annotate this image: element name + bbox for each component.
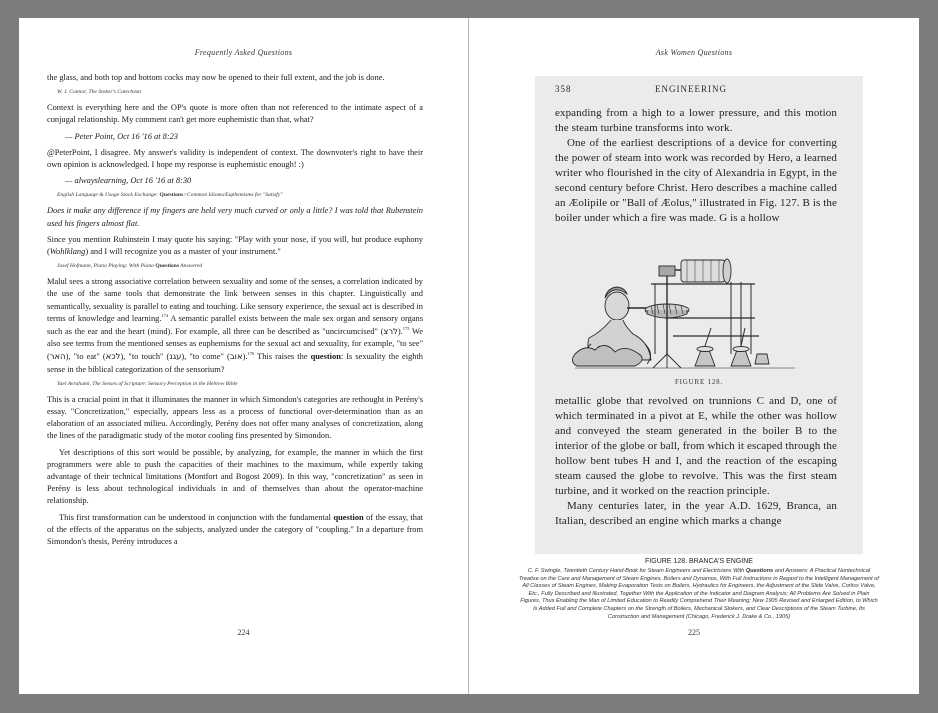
caption-title: FIGURE 128. BRANCA'S ENGINE	[645, 558, 753, 565]
right-folio: 225	[688, 628, 700, 637]
scanned-book-page	[535, 76, 863, 554]
scan-paragraph-globe: metallic globe that revolved on trunnions C and D, one of which terminated in a pivot at E, while the other was hollow and conveyed the steam generated in the boiler B to the interior of the globe or ball, from which it escaped through the hollow bent tubes H and I, and the reaction of the escaping steam caused the globe to revolve. This was the first steam turbine, and it worked on the reaction principle.	[555, 395, 837, 497]
paragraph-simondon: This is a crucial point in that it illuminates the manner in which Simondon's categories are rethought in Perény's essay. "Concretization," especially, appears less as a process of functional over-determination than as an elaboration of an associated milieu. Accordingly, Perény does not offer many analyses of concretization, along the lines of the paradigmatic study of the motor cooling fins presented by Simondon.	[47, 394, 423, 441]
paragraph-context-comment: Context is everything here and the OP's quote is more often than not referenced to the intimate aspect of a conjugal relationship. My comment can't get more euphemistic than that, what?	[47, 103, 423, 125]
left-text-block	[47, 72, 423, 552]
paragraph-stoker-quote: the glass, and both top and bottom cocks may now be opened to their full extent, and the job is done.	[47, 73, 385, 82]
paragraph-coupling: This first transformation can be understood in conjunction with the fundamental question of the essay, that of the effects of the apparatus on the subjects, analyzed under the category of "coupling." In a departure from Simondon's thesis, Perény introduces a	[47, 512, 423, 547]
signature-alwayslearning: — alwayslearning, Oct 16 '16 at 8:30	[65, 176, 192, 186]
figure-head	[605, 292, 629, 320]
signature-peter-point: — Peter Point, Oct 16 '16 at 8:23	[65, 131, 178, 141]
right-page	[469, 18, 919, 694]
scan-figure-label: FIGURE 128.	[674, 378, 724, 386]
source-avrahami: Yael Avrahami, The Senses of Scripture: Sensory Perception in the Hebrew Bible	[57, 380, 238, 387]
mortar-right	[731, 350, 751, 366]
scan-paragraph-hero: One of the earliest descriptions of a device for converting the power of steam into work was recorded by Hero, a learned writer who flourished in the city of Alexandria in Egypt, in the second century before Christ. Hero describes a machine called an Æolipile or "Ball of Æolus," illustrated in Fig. 127. B is the boiler under which a fire was made. G is a hollow	[555, 137, 837, 224]
paragraph-programmers: Yet descriptions of this sort would be possible, by analyzing, for example, the manner in which the first programmers were able to push the capacities of their machines to the maximum, while expertly taking advantage of their technical limitations (Montfort and Bogost 2009). In this way, "concretization" as seen in Perény is less about technological individuals in and of themselves than about the operator-machine relationship.	[47, 447, 423, 506]
scan-paragraph-expanding: expanding from a high to a lower pressure, and this motion the steam turbine transforms into work.	[555, 107, 837, 134]
left-page	[19, 18, 468, 694]
scan-page-number: 358	[555, 84, 572, 94]
caption-body: C. F. Swingle, Twentieth Century Hand-Book for Steam Engineers and Electricians With Questions and Answers: A Practical Nontechnical Treatise on the Care and Management of Steam Engines, Boilers and Dynamos, With Full Instructions in Regard to the Intelligent Management of All Classes of Steam Engines, Making Evaporation Tests on Boilers, Hydraulics for Engineers, the Adjustment of the Slide Valve, Corliss Valve, Etc., Fully Described and Illustrated, Together With the Application of the Indicator and Diagram Analysis; All Problems Are Solved in Plain Figures, Thus Enabling the Man of Limited Education to Readily Comprehend Their Meaning; New 1905 Revised and Enlarged Edition, to Which Is Added Full and Complete Chapters on the Strength of Boilers, Mechanical Stokers, and Clear Descriptions of the Steam Turbine, Its Construction and Management (Chicago, Frederick J. Drake & Co., 1905)	[519, 568, 879, 620]
mortar-left	[695, 350, 715, 366]
figure-caption	[519, 558, 879, 621]
right-running-head: Ask Women Questions	[655, 48, 733, 57]
paragraph-malul: Malul sees a strong associative correlation between sexuality and some of the senses, a correlation indicated by the use of the same tools that demonstrate the link between senses in this chapter. Linguistically and semantically, sexuality is parallel to eating and touching. Like sensory experience, the sexual act is described in terms of knowledge and learning.$^{174}$ A semantic parallel exists between the male sex organ and sensory organs such as the ear and the heart (mind). For example, all three can be described as "uncircumcised" (לרצ).$^{175}$ We also see terms from the mentioned senses as euphemisms for the sexual act and sexuality, for example, "to see" (האר), "to eat" (לכא), "to touch" (עגנ), "to come" (אוב).$^{176}$ This raises the question: Is sexuality the eighth sense in the biblical categorization of the sensorium?	[47, 277, 423, 374]
left-folio: 224	[237, 628, 250, 637]
paragraph-fingers-question: Does it make any difference if my fingers are held very much curved or only a little? I was told that Rubenstein used his fingers almost flat.	[47, 206, 423, 228]
left-running-head: Frequently Asked Questions	[194, 48, 293, 57]
source-stack-exchange: English Language & Usage Stack Exchange: Questions>Common Idioms/Euphemisms for "Satisfy"	[57, 192, 283, 199]
branca-engine-illustration	[555, 254, 837, 374]
paragraph-disagree-comment: @PeterPoint, I disagree. My answer's validity is independent of context. The downvoter's right to have their own opinion is acknowledged. I hope my response is euphemistic enough! :)	[47, 147, 423, 170]
paragraph-rubinstein-answer: Since you mention Rubinstein I may quote his saying: "Play with your nose, if you will, but produce euphony (Wohlklang) and I will recognize you as a master of your instrument."	[47, 234, 423, 257]
scan-paragraph-branca: Many centuries later, in the year A.D. 1629, Branca, an Italian, described an engine which marks a change	[555, 500, 837, 527]
scan-header-title: ENGINEERING	[655, 84, 727, 94]
scan-top-text	[555, 106, 837, 226]
source-hofmann: Josef Hofmann, Piano Playing: With Piano Questions Answered	[57, 263, 203, 270]
scan-bottom-text	[555, 394, 837, 529]
source-stoker: W. J. Connor, The Stoker's Catechism	[57, 89, 141, 96]
